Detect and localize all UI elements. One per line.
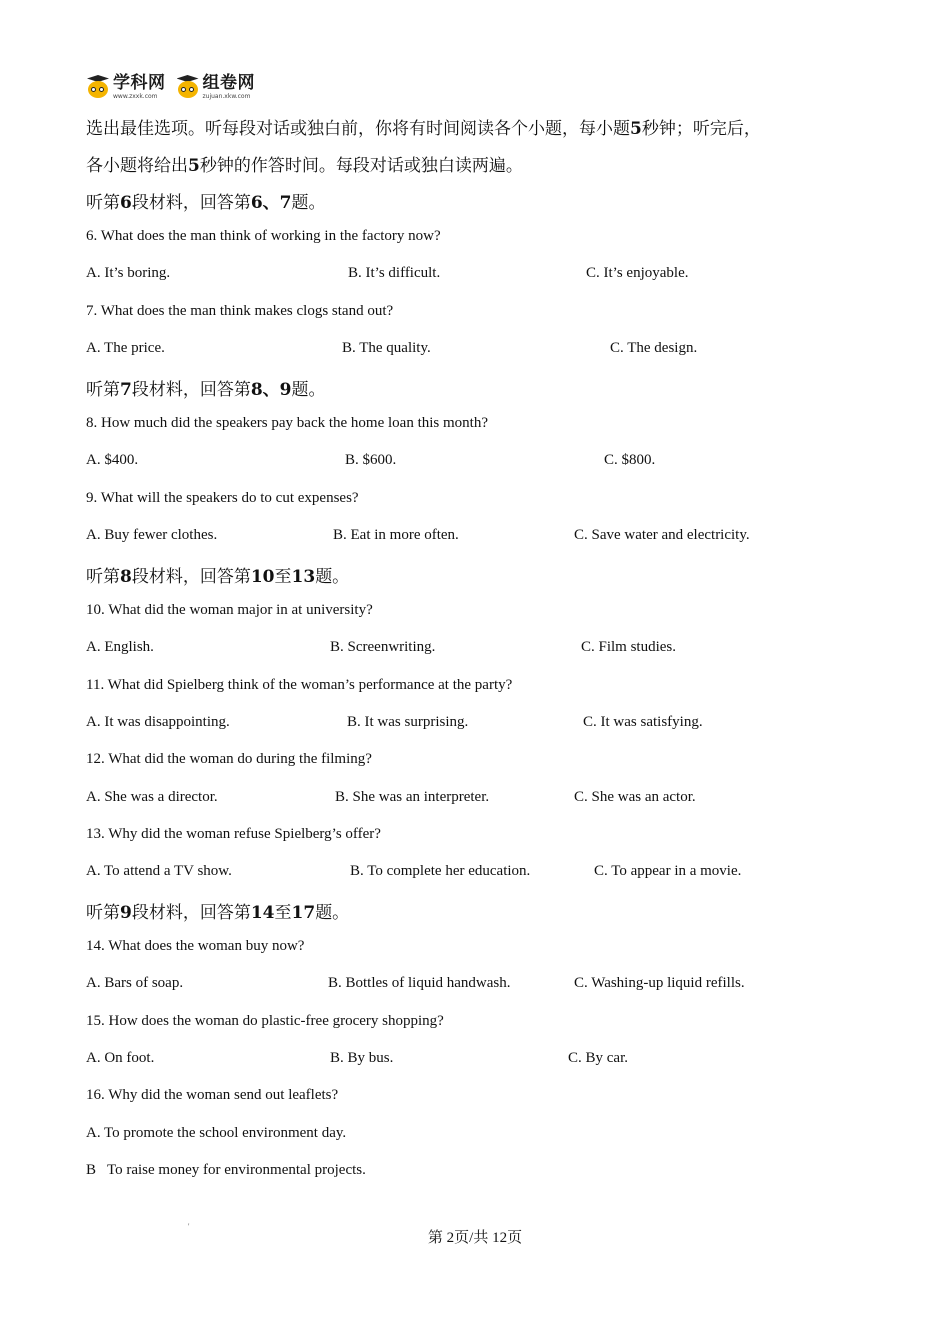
option-c[interactable]: C. Save water and electricity. [574, 527, 750, 543]
option-a[interactable]: A. It was disappointing. [86, 714, 230, 730]
option-b[interactable]: B. Eat in more often. [333, 527, 459, 543]
option-b[interactable]: B. She was an interpreter. [335, 789, 490, 805]
section-heading: 听第7段材料，回答第8、9题。 [86, 380, 326, 400]
option-c[interactable]: C. By car. [568, 1050, 628, 1066]
intro-line-1: 选出最佳选项。听每段对话或独白前，你将有时间阅读各个小题，每小题5秒钟；听完后， [86, 119, 761, 139]
section-heading: 听第9段材料，回答第14至17题。 [86, 903, 350, 923]
option-c[interactable]: C. The design. [610, 340, 698, 356]
option-b[interactable]: B. $600. [345, 452, 397, 468]
option-b[interactable]: B To raise money for environmental projects. [86, 1162, 366, 1178]
option-c[interactable]: C. She was an actor. [574, 789, 696, 805]
question-16: 16. Why did the woman send out leaflets? [86, 1087, 339, 1103]
question-15: 15. How does the woman do plastic-free grocery shopping? [86, 1013, 444, 1029]
option-a[interactable]: A. She was a director. [86, 789, 218, 805]
option-b[interactable]: B. Screenwriting. [330, 639, 436, 655]
logo-url: zujuan.xkw.com [202, 92, 251, 100]
question-13: 13. Why did the woman refuse Spielberg’s offer? [86, 826, 381, 842]
mascot-icon [86, 75, 110, 99]
page-number: 第 2页/共 12页 [427, 1230, 523, 1246]
question-9: 9. What will the speakers do to cut expenses? [86, 490, 359, 506]
question-11: 11. What did Spielberg think of the woman’s performance at the party? [86, 677, 513, 693]
option-a[interactable]: A. It’s boring. [86, 265, 171, 281]
option-a[interactable]: A. On foot. [86, 1050, 155, 1066]
option-c[interactable]: C. It was satisfying. [583, 714, 703, 730]
option-c[interactable]: C. $800. [604, 452, 656, 468]
option-b[interactable]: B. By bus. [330, 1050, 394, 1066]
question-14: 14. What does the woman buy now? [86, 938, 305, 954]
option-b[interactable]: B. To complete her education. [350, 863, 531, 879]
logo-title: 学科网 [113, 72, 166, 93]
option-b[interactable]: B. It was surprising. [347, 714, 469, 730]
option-b[interactable]: B. Bottles of liquid handwash. [328, 975, 511, 991]
section-heading: 听第8段材料，回答第10至13题。 [86, 567, 350, 587]
mascot-icon [176, 75, 200, 99]
logo-url: www.zxxk.com [113, 92, 158, 100]
question-8: 8. How much did the speakers pay back the home loan this month? [86, 415, 488, 431]
question-12: 12. What did the woman do during the filming? [86, 751, 372, 767]
question-6: 6. What does the man think of working in the factory now? [86, 228, 441, 244]
zxxk-logo[interactable] [86, 72, 166, 100]
option-c[interactable]: C. Film studies. [581, 639, 677, 655]
section-heading: 听第6段材料，回答第6、7题。 [86, 193, 326, 213]
option-a[interactable]: A. To attend a TV show. [86, 863, 232, 879]
logo-title: 组卷网 [202, 72, 255, 93]
option-a[interactable]: A. Buy fewer clothes. [86, 527, 218, 543]
option-a[interactable]: A. The price. [86, 340, 165, 356]
footer-mark: ' [188, 1222, 190, 1231]
option-b[interactable]: B. It’s difficult. [348, 265, 441, 281]
question-7: 7. What does the man think makes clogs stand out? [86, 303, 394, 319]
option-a[interactable]: A. English. [86, 639, 154, 655]
option-c[interactable]: C. To appear in a movie. [594, 863, 742, 879]
option-c[interactable]: C. Washing-up liquid refills. [574, 975, 745, 991]
zujuan-logo[interactable] [176, 72, 256, 100]
option-c[interactable]: C. It’s enjoyable. [586, 265, 689, 281]
question-10: 10. What did the woman major in at university? [86, 602, 373, 618]
option-a[interactable]: A. Bars of soap. [86, 975, 184, 991]
intro-line-2: 各小题将给出5秒钟的作答时间。每段对话或独白读两遍。 [86, 156, 523, 176]
header-logos [86, 70, 255, 104]
option-a[interactable]: A. $400. [86, 452, 139, 468]
option-b[interactable]: B. The quality. [342, 340, 431, 356]
option-a[interactable]: A. To promote the school environment day. [86, 1125, 347, 1141]
